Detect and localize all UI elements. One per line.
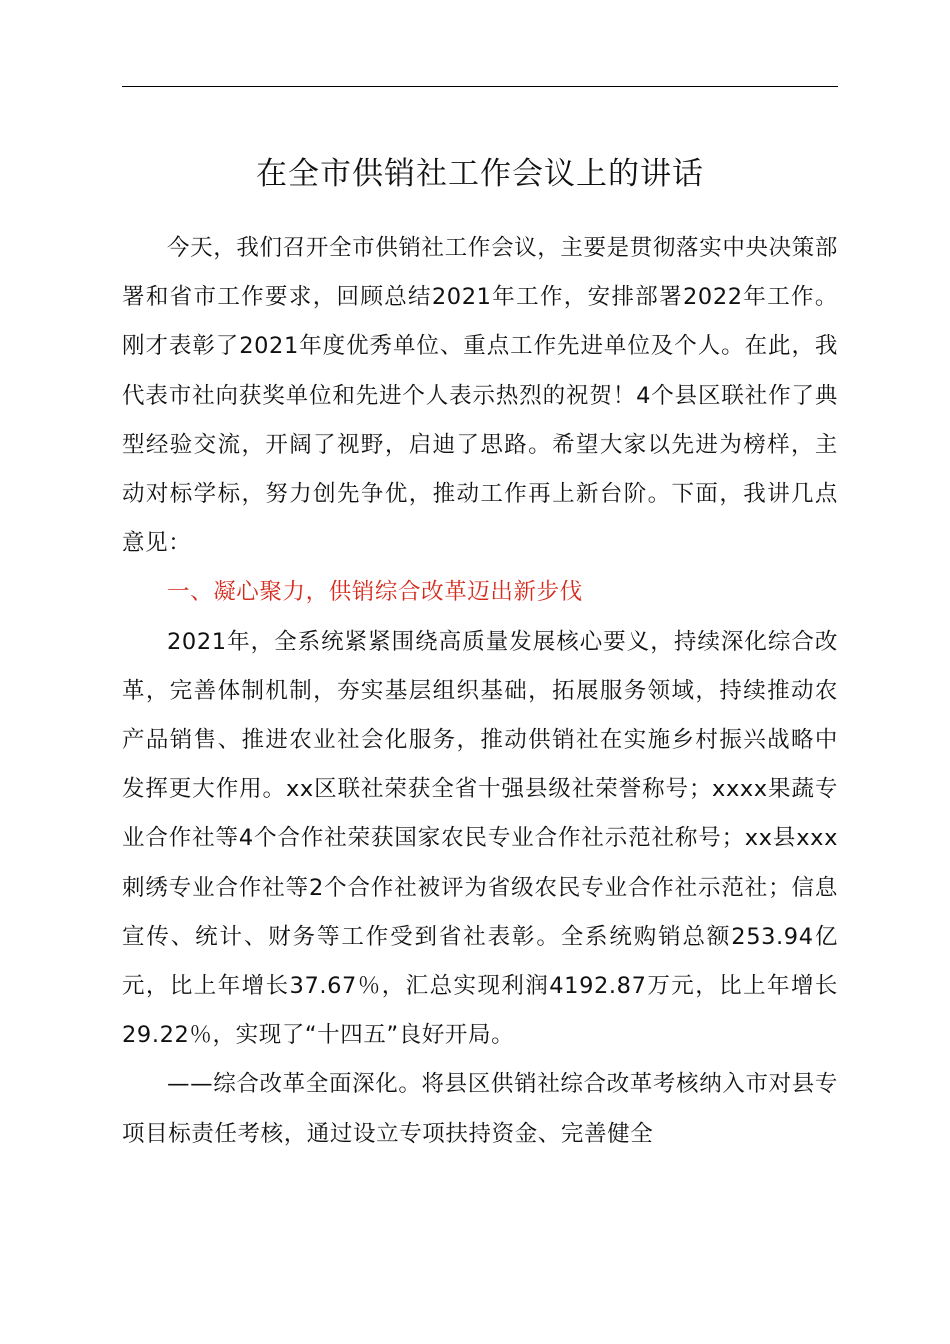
section-heading-1: 一、凝心聚力，供销综合改革迈出新步伐 xyxy=(167,579,583,606)
body-paragraph-intro: 今天，我们召开全市供销社工作会议，主要是贯彻落实中央决策部署和省市工作要求，回顾总结2021年工作，安排部署2022年工作。刚才表彰了2021年度优秀单位、重点工作先进单位及个人。在此，我代表市社向获奖单位和先进个人表示热烈的祝贺！4个县区联社作了典型经验交流，开阔了视野，启迪了思路。希望大家以先进为榜样，主动对标学标，努力创先争优，推动工作再上新台阶。下面，我讲几点意见： xyxy=(122,235,838,557)
body-paragraph-review: 2021年，全系统紧紧围绕高质量发展核心要义，持续深化综合改革，完善体制机制，夯实基层组织基础，拓展服务领域，持续推动农产品销售、推进农业社会化服务，推动供销社在实施乡村振兴战略中发挥更大作用。xx区联社荣获全省十强县级社荣誉称号；xxxx果蔬专业合作社等4个合作社荣获国家农民专业合作社示范社称号；xx县xxx刺绣专业合作社等2个合作社被评为省级农民专业合作社示范社；信息宣传、统计、财务等工作受到省社表彰。全系统购销总额253.94亿元，比上年增长37.67％，汇总实现利润4192.87万元，比上年增长29.22％，实现了“十四五”良好开局。 xyxy=(122,628,838,1049)
header-rule xyxy=(122,86,838,87)
document-body xyxy=(122,224,838,1159)
body-paragraph-reform: ——综合改革全面深化。将县区供销社综合改革考核纳入市对县专项目标责任考核，通过设立专项扶持资金、完善健全 xyxy=(122,1071,838,1147)
document-title: 在全市供销社工作会议上的讲话 xyxy=(256,156,704,192)
